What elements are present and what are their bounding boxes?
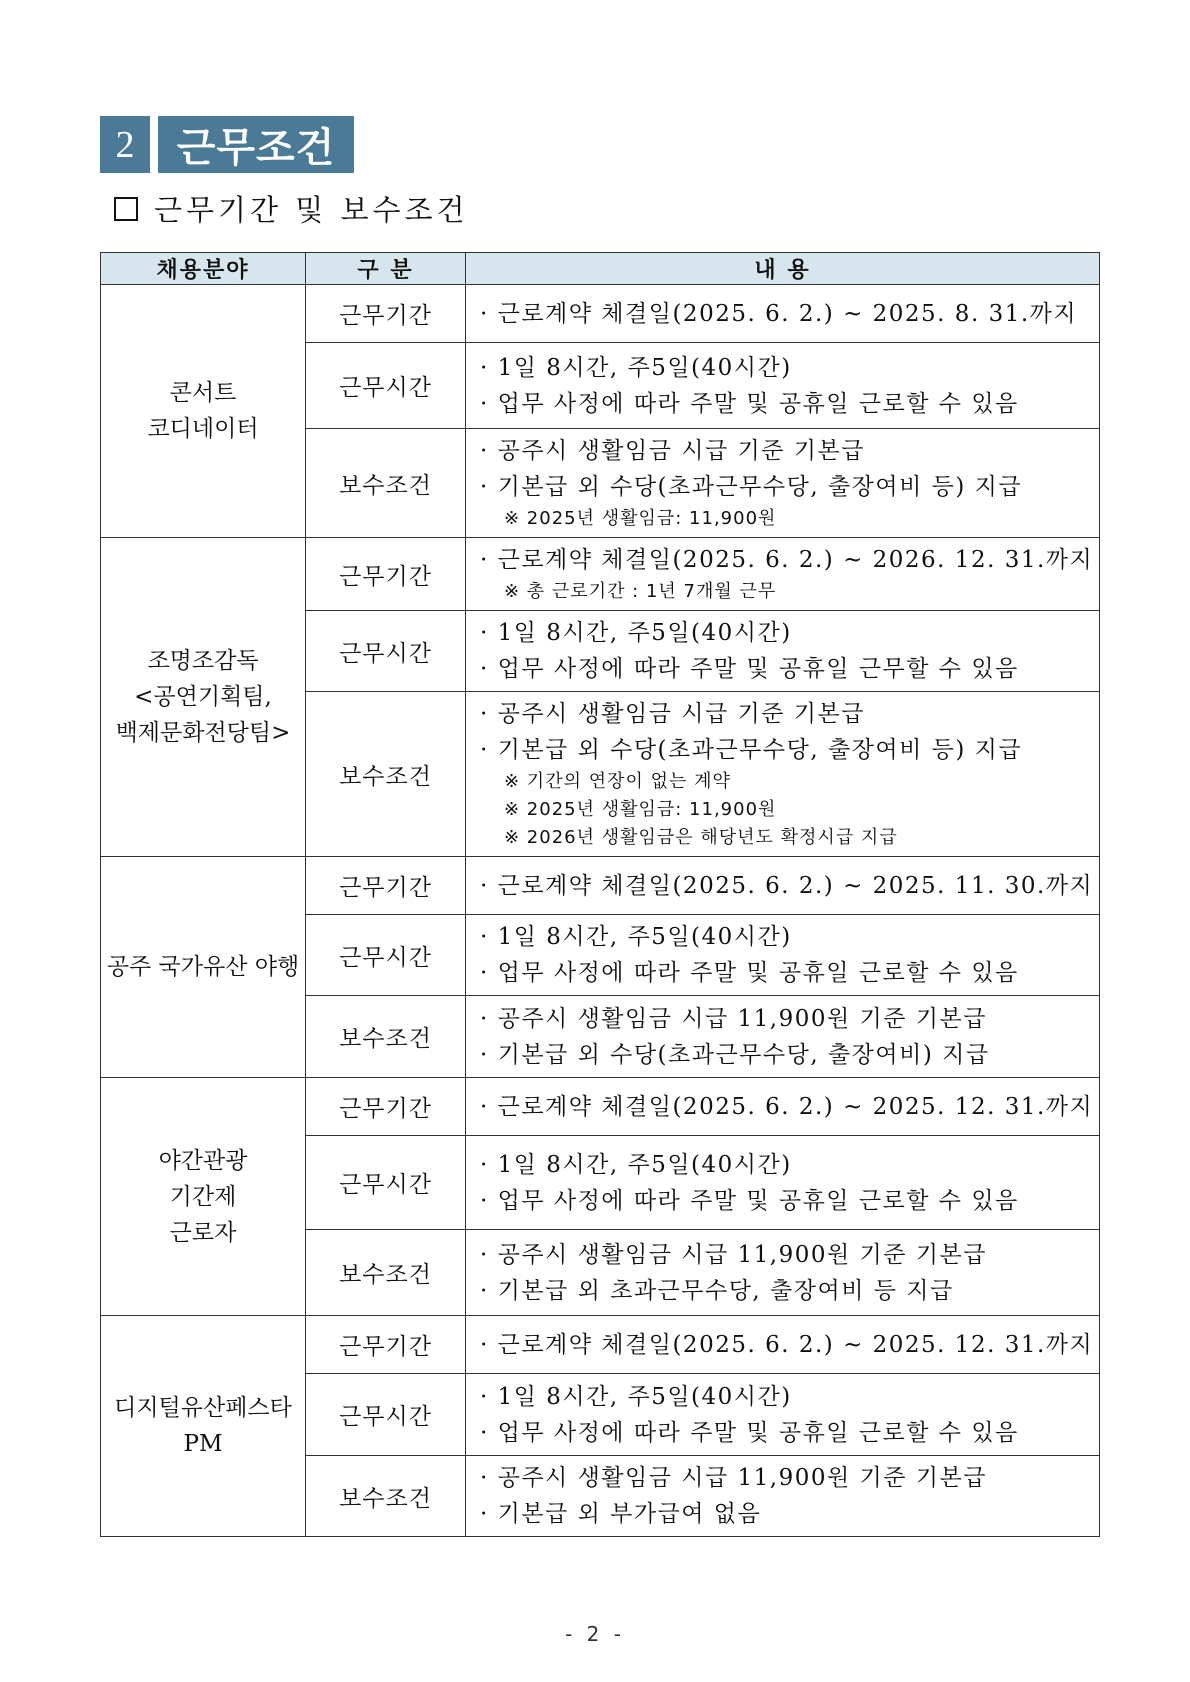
content-note: ※ 2025년 생활임금: 11,900원 [504,799,777,820]
content-line: · 기본급 외 초과근무수당, 출장여비 등 지급 [480,1277,954,1304]
content-line: · 근로계약 체결일(2025. 6. 2.) ~ 2025. 12. 31.까지 [480,1331,1094,1358]
section-title: 근무조건 [158,116,354,173]
content-line: · 업무 사정에 따라 주말 및 공휴일 근무할 수 있음 [480,656,1019,682]
content-cell [466,1316,1100,1374]
page-number: - 2 - [565,1622,625,1646]
content-cell [466,343,1100,429]
content-cell [466,1374,1100,1456]
content-cell [466,1136,1100,1230]
field-label: PM [183,1431,223,1457]
content-cell [466,915,1100,996]
category-cell: 근무시간 [306,915,466,996]
content-cell [466,538,1100,611]
content-line: · 근로계약 체결일(2025. 6. 2.) ~ 2026. 12. 31.까지 [480,547,1094,573]
table-row [101,285,1100,343]
content-line: · 근로계약 체결일(2025. 6. 2.) ~ 2025. 12. 31.까지 [480,1093,1094,1120]
content-note: ※ 기간의 연장이 없는 계약 [504,771,731,792]
category-cell: 보수조건 [306,429,466,538]
content-line: · 기본급 외 부가급여 없음 [480,1501,762,1527]
category-cell: 근무시간 [306,343,466,429]
field-cell [101,285,306,538]
field-label: 공주 국가유산 야행 [106,954,300,980]
field-label: 콘서트 [169,380,237,406]
field-label: 디지털유산페스타 [114,1395,292,1421]
field-cell [101,1316,306,1537]
subheading-text: 근무기간 및 보수조건 [154,193,469,227]
content-cell [466,857,1100,915]
content-line: · 업무 사정에 따라 주말 및 공휴일 근로할 수 있음 [480,1419,1019,1446]
content-cell [466,996,1100,1078]
table-row [101,857,1100,915]
field-label: 근로자 [169,1219,237,1246]
content-line: · 공주시 생활임금 시급 기준 기본급 [480,438,865,464]
field-label: 야간관광 [158,1147,248,1174]
category-cell: 근무기간 [306,857,466,915]
content-line: · 공주시 생활임금 시급 11,900원 기준 기본급 [480,1465,987,1491]
table-body [101,285,1100,1537]
table-header-row [101,253,1100,285]
content-line: · 공주시 생활임금 시급 기준 기본급 [480,701,865,727]
content-cell [466,1456,1100,1537]
table-row [101,1316,1100,1374]
content-line: · 1일 8시간, 주5일(40시간) [480,1151,792,1178]
content-line: · 공주시 생활임금 시급 11,900원 기준 기본급 [480,1005,987,1032]
field-cell [101,857,306,1078]
table-row [101,1078,1100,1136]
field-label: 코디네이터 [147,416,259,442]
category-cell: 근무기간 [306,1316,466,1374]
section-header [100,116,354,173]
category-cell: 근무시간 [306,1374,466,1456]
content-cell [466,429,1100,538]
category-cell: 근무기간 [306,1078,466,1136]
content-cell [466,285,1100,343]
content-cell [466,1230,1100,1316]
content-cell [466,611,1100,692]
content-line: · 1일 8시간, 주5일(40시간) [480,354,792,381]
category-cell: 근무시간 [306,611,466,692]
content-note: ※ 총 근로기간 : 1년 7개월 근무 [504,581,777,602]
field-label: 백제문화전당팀> [115,720,291,746]
field-label: 기간제 [169,1183,237,1210]
content-line: · 1일 8시간, 주5일(40시간) [480,924,792,950]
work-conditions-table [100,252,1100,1537]
category-cell: 보수조건 [306,996,466,1078]
content-cell [466,1078,1100,1136]
category-cell: 근무기간 [306,538,466,611]
section-number: 2 [100,116,150,173]
content-line: · 공주시 생활임금 시급 11,900원 기준 기본급 [480,1241,987,1268]
content-line: · 1일 8시간, 주5일(40시간) [480,620,792,646]
header-field: 채용분야 [101,253,306,285]
content-line: · 기본급 외 수당(초과근무수당, 출장여비) 지급 [480,1041,990,1068]
content-note: ※ 2025년 생활임금: 11,900원 [504,508,777,529]
subheading [114,188,469,229]
checkbox-icon [114,197,138,221]
category-cell: 보수조건 [306,1230,466,1316]
content-line: · 근로계약 체결일(2025. 6. 2.) ~ 2025. 11. 30.까지 [480,872,1094,899]
header-content: 내 용 [466,253,1100,285]
category-cell: 근무기간 [306,285,466,343]
category-cell: 보수조건 [306,1456,466,1537]
content-line: · 업무 사정에 따라 주말 및 공휴일 근로할 수 있음 [480,1187,1019,1214]
content-note: ※ 2026년 생활임금은 해당년도 확정시급 지급 [504,827,898,848]
content-line: · 근로계약 체결일(2025. 6. 2.) ~ 2025. 8. 31.까지 [480,300,1078,327]
content-line: · 1일 8시간, 주5일(40시간) [480,1383,792,1410]
table-row [101,538,1100,611]
category-cell: 근무시간 [306,1136,466,1230]
content-line: · 업무 사정에 따라 주말 및 공휴일 근로할 수 있음 [480,960,1019,986]
field-label: 조명조감독 [147,648,259,674]
content-line: · 업무 사정에 따라 주말 및 공휴일 근로할 수 있음 [480,390,1019,417]
content-cell [466,692,1100,857]
field-cell [101,538,306,857]
header-category: 구 분 [306,253,466,285]
field-cell [101,1078,306,1316]
content-line: · 기본급 외 수당(초과근무수당, 출장여비 등) 지급 [480,737,1023,763]
content-line: · 기본급 외 수당(초과근무수당, 출장여비 등) 지급 [480,474,1023,500]
field-label: <공연기획팀, [134,684,272,710]
category-cell: 보수조건 [306,692,466,857]
